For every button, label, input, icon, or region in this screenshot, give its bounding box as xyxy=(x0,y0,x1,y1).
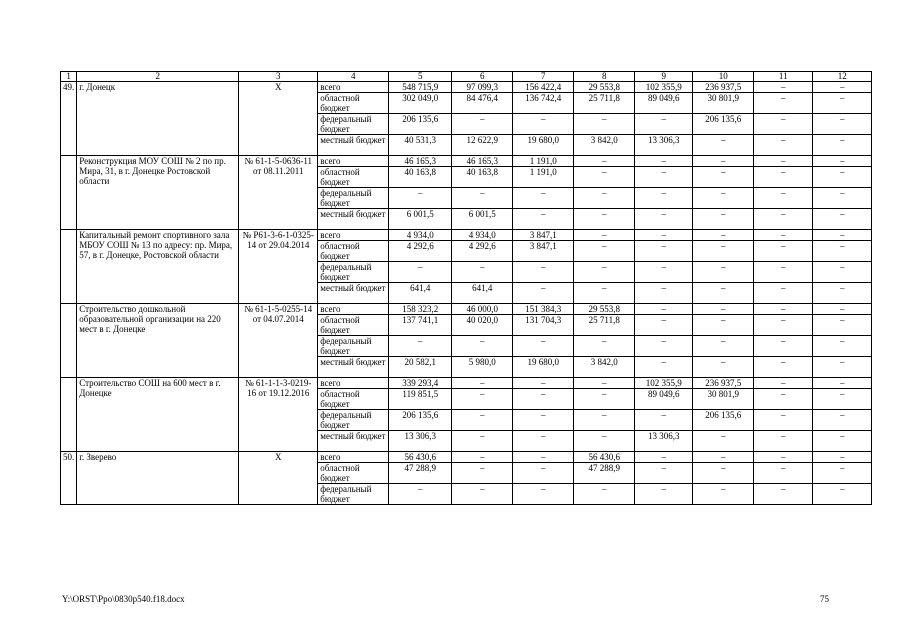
funding-source: федеральный бюджет xyxy=(318,188,389,209)
funding-source: федеральный бюджет xyxy=(318,336,389,357)
amount-cell: 40 163,8 xyxy=(389,167,452,188)
amount-cell: – xyxy=(574,230,635,241)
amount-cell: – xyxy=(635,156,693,167)
amount-cell: 40 020,0 xyxy=(452,315,513,336)
amount-cell: 25 711,8 xyxy=(574,315,635,336)
funding-source: областной бюджет xyxy=(318,241,389,262)
amount-cell: 30 801,9 xyxy=(693,93,754,114)
amount-cell: – xyxy=(693,431,754,452)
table-row xyxy=(61,304,872,315)
amount-cell: – xyxy=(574,156,635,167)
amount-cell: 156 422,4 xyxy=(513,82,574,93)
amount-cell: – xyxy=(693,135,754,156)
amount-cell: – xyxy=(389,336,452,357)
amount-cell: – xyxy=(574,431,635,452)
amount-cell: – xyxy=(635,262,693,283)
amount-cell: – xyxy=(754,336,813,357)
amount-cell: – xyxy=(693,262,754,283)
amount-cell: – xyxy=(693,484,754,505)
amount-cell: – xyxy=(693,357,754,378)
amount-cell: – xyxy=(754,389,813,410)
amount-cell: 137 741,1 xyxy=(389,315,452,336)
amount-cell: – xyxy=(754,357,813,378)
amount-cell: – xyxy=(513,262,574,283)
amount-cell: – xyxy=(754,209,813,230)
amount-cell: – xyxy=(693,452,754,463)
amount-cell: 641,4 xyxy=(389,283,452,304)
funding-source: областной бюджет xyxy=(318,315,389,336)
amount-cell: – xyxy=(513,463,574,484)
amount-cell: – xyxy=(574,209,635,230)
amount-cell: – xyxy=(452,262,513,283)
column-number: 5 xyxy=(389,72,452,82)
document-number: № Р61-3-6-1-0325-14 от 29.04.2014 xyxy=(239,230,318,304)
amount-cell: – xyxy=(635,283,693,304)
amount-cell: 46 165,3 xyxy=(389,156,452,167)
amount-cell: – xyxy=(693,167,754,188)
column-number: 11 xyxy=(754,72,813,82)
amount-cell: 89 049,6 xyxy=(635,389,693,410)
object-name: г. Донецк xyxy=(77,82,239,156)
funding-source: всего xyxy=(318,230,389,241)
amount-cell: – xyxy=(813,262,872,283)
column-number: 4 xyxy=(318,72,389,82)
amount-cell: – xyxy=(513,410,574,431)
amount-cell: – xyxy=(635,357,693,378)
amount-cell: 13 306,3 xyxy=(635,135,693,156)
amount-cell: 25 711,8 xyxy=(574,93,635,114)
funding-source: местный бюджет xyxy=(318,283,389,304)
amount-cell: – xyxy=(574,114,635,135)
amount-cell: 6 001,5 xyxy=(452,209,513,230)
object-name: Строительство дошкольной образовательной организации на 220 мест в г. Донецке xyxy=(77,304,239,378)
amount-cell: – xyxy=(635,484,693,505)
column-number: 2 xyxy=(77,72,239,82)
document-number: Х xyxy=(239,82,318,156)
amount-cell: – xyxy=(813,188,872,209)
amount-cell: – xyxy=(693,241,754,262)
row-number: 49. xyxy=(61,82,77,156)
amount-cell: – xyxy=(813,135,872,156)
amount-cell: – xyxy=(813,357,872,378)
amount-cell: – xyxy=(574,262,635,283)
amount-cell: 3 842,0 xyxy=(574,357,635,378)
amount-cell: – xyxy=(813,304,872,315)
amount-cell: 4 292,6 xyxy=(452,241,513,262)
amount-cell: – xyxy=(452,410,513,431)
amount-cell: 97 099,3 xyxy=(452,82,513,93)
amount-cell: – xyxy=(513,114,574,135)
amount-cell: 119 851,5 xyxy=(389,389,452,410)
funding-source: федеральный бюджет xyxy=(318,114,389,135)
amount-cell: – xyxy=(574,484,635,505)
funding-source: федеральный бюджет xyxy=(318,410,389,431)
amount-cell: 1 191,0 xyxy=(513,156,574,167)
amount-cell: – xyxy=(574,336,635,357)
column-number: 7 xyxy=(513,72,574,82)
row-number: 50. xyxy=(61,452,77,505)
object-name: г. Зверево xyxy=(77,452,239,505)
amount-cell: – xyxy=(635,167,693,188)
amount-cell: – xyxy=(513,484,574,505)
amount-cell: – xyxy=(693,336,754,357)
document-number: № 61-1-5-0255-14 от 04.07.2014 xyxy=(239,304,318,378)
amount-cell: 3 847,1 xyxy=(513,230,574,241)
amount-cell: 30 801,9 xyxy=(693,389,754,410)
amount-cell: – xyxy=(813,156,872,167)
amount-cell: – xyxy=(813,336,872,357)
amount-cell: – xyxy=(754,378,813,389)
amount-cell: – xyxy=(813,167,872,188)
object-name: Капитальный ремонт спортивного зала МБОУ СОШ № 13 по адресу: пр. Мира, 57, в г. Донецке, Ростовской области xyxy=(77,230,239,304)
amount-cell: – xyxy=(754,452,813,463)
amount-cell: – xyxy=(635,315,693,336)
amount-cell: – xyxy=(635,463,693,484)
amount-cell: – xyxy=(813,484,872,505)
amount-cell: 548 715,9 xyxy=(389,82,452,93)
row-number xyxy=(61,230,77,304)
amount-cell: 4 292,6 xyxy=(389,241,452,262)
amount-cell: – xyxy=(574,283,635,304)
funding-source: областной бюджет xyxy=(318,463,389,484)
amount-cell: – xyxy=(389,484,452,505)
amount-cell: 206 135,6 xyxy=(389,114,452,135)
table-row xyxy=(61,82,872,93)
amount-cell: – xyxy=(754,156,813,167)
table-row xyxy=(61,452,872,463)
amount-cell: – xyxy=(452,452,513,463)
amount-cell: – xyxy=(754,283,813,304)
file-path: Y:\ORST\Ppo\0830p540.f18.docx xyxy=(62,594,185,604)
amount-cell: 236 937,5 xyxy=(693,378,754,389)
funding-source: областной бюджет xyxy=(318,167,389,188)
column-number: 10 xyxy=(693,72,754,82)
amount-cell: – xyxy=(813,230,872,241)
amount-cell: – xyxy=(574,241,635,262)
amount-cell: 19 680,0 xyxy=(513,135,574,156)
amount-cell: 47 288,9 xyxy=(389,463,452,484)
amount-cell: – xyxy=(693,304,754,315)
funding-source: всего xyxy=(318,82,389,93)
amount-cell: 3 847,1 xyxy=(513,241,574,262)
amount-cell: 4 934,0 xyxy=(452,230,513,241)
amount-cell: – xyxy=(452,378,513,389)
amount-cell: – xyxy=(754,304,813,315)
amount-cell: – xyxy=(513,188,574,209)
amount-cell: – xyxy=(754,262,813,283)
funding-source: местный бюджет xyxy=(318,135,389,156)
amount-cell: – xyxy=(452,463,513,484)
funding-source: всего xyxy=(318,156,389,167)
amount-cell: 206 135,6 xyxy=(389,410,452,431)
amount-cell: 56 430,6 xyxy=(574,452,635,463)
amount-cell: – xyxy=(513,336,574,357)
amount-cell: 206 135,6 xyxy=(693,114,754,135)
amount-cell: – xyxy=(813,241,872,262)
amount-cell: – xyxy=(813,463,872,484)
amount-cell: – xyxy=(452,431,513,452)
column-number: 3 xyxy=(239,72,318,82)
funding-source: всего xyxy=(318,378,389,389)
amount-cell: – xyxy=(635,336,693,357)
column-number: 1 xyxy=(61,72,77,82)
amount-cell: 151 384,3 xyxy=(513,304,574,315)
amount-cell: 302 049,0 xyxy=(389,93,452,114)
amount-cell: – xyxy=(754,230,813,241)
amount-cell: – xyxy=(635,188,693,209)
funding-source: областной бюджет xyxy=(318,93,389,114)
amount-cell: – xyxy=(754,241,813,262)
amount-cell: – xyxy=(452,484,513,505)
funding-source: федеральный бюджет xyxy=(318,484,389,505)
amount-cell: – xyxy=(635,230,693,241)
amount-cell: – xyxy=(452,336,513,357)
amount-cell: 641,4 xyxy=(452,283,513,304)
amount-cell: 56 430,6 xyxy=(389,452,452,463)
amount-cell: – xyxy=(513,283,574,304)
amount-cell: 102 355,9 xyxy=(635,82,693,93)
funding-source: всего xyxy=(318,452,389,463)
amount-cell: 47 288,9 xyxy=(574,463,635,484)
document-number: Х xyxy=(239,452,318,505)
amount-cell: 12 622,9 xyxy=(452,135,513,156)
amount-cell: – xyxy=(635,114,693,135)
amount-cell: 46 165,3 xyxy=(452,156,513,167)
column-number: 9 xyxy=(635,72,693,82)
amount-cell: – xyxy=(513,452,574,463)
amount-cell: – xyxy=(754,93,813,114)
amount-cell: – xyxy=(813,410,872,431)
amount-cell: – xyxy=(754,484,813,505)
amount-cell: 131 704,3 xyxy=(513,315,574,336)
amount-cell: – xyxy=(754,463,813,484)
amount-cell: – xyxy=(574,378,635,389)
amount-cell: – xyxy=(754,431,813,452)
amount-cell: 1 191,0 xyxy=(513,167,574,188)
column-number: 12 xyxy=(813,72,872,82)
amount-cell: – xyxy=(754,135,813,156)
amount-cell: – xyxy=(635,304,693,315)
amount-cell: – xyxy=(813,82,872,93)
amount-cell: – xyxy=(693,188,754,209)
amount-cell: 158 323,2 xyxy=(389,304,452,315)
row-number xyxy=(61,156,77,230)
amount-cell: – xyxy=(513,431,574,452)
amount-cell: 102 355,9 xyxy=(635,378,693,389)
amount-cell: – xyxy=(635,241,693,262)
object-name: Строительство СОШ на 600 мест в г. Донецке xyxy=(77,378,239,452)
funding-source: местный бюджет xyxy=(318,357,389,378)
column-number-row xyxy=(61,72,872,82)
amount-cell: 19 680,0 xyxy=(513,357,574,378)
amount-cell: – xyxy=(754,410,813,431)
budget-table xyxy=(60,71,872,505)
amount-cell: – xyxy=(574,188,635,209)
amount-cell: – xyxy=(452,114,513,135)
funding-source: федеральный бюджет xyxy=(318,262,389,283)
amount-cell: – xyxy=(693,230,754,241)
amount-cell: 89 049,6 xyxy=(635,93,693,114)
amount-cell: – xyxy=(813,283,872,304)
amount-cell: 84 476,4 xyxy=(452,93,513,114)
amount-cell: – xyxy=(813,209,872,230)
amount-cell: – xyxy=(389,262,452,283)
funding-source: местный бюджет xyxy=(318,431,389,452)
amount-cell: – xyxy=(754,82,813,93)
amount-cell: 13 306,3 xyxy=(389,431,452,452)
table-row xyxy=(61,378,872,389)
amount-cell: – xyxy=(452,188,513,209)
amount-cell: – xyxy=(813,452,872,463)
table-row xyxy=(61,156,872,167)
document-number: № 61-1-1-3-0219-16 от 19.12.2016 xyxy=(239,378,318,452)
funding-source: местный бюджет xyxy=(318,209,389,230)
amount-cell: – xyxy=(635,209,693,230)
amount-cell: – xyxy=(635,452,693,463)
amount-cell: – xyxy=(693,283,754,304)
amount-cell: 6 001,5 xyxy=(389,209,452,230)
amount-cell: – xyxy=(754,167,813,188)
amount-cell: 40 163,8 xyxy=(452,167,513,188)
amount-cell: – xyxy=(574,410,635,431)
amount-cell: – xyxy=(813,389,872,410)
column-number: 6 xyxy=(452,72,513,82)
amount-cell: – xyxy=(513,209,574,230)
amount-cell: – xyxy=(574,389,635,410)
amount-cell: 206 135,6 xyxy=(693,410,754,431)
row-number xyxy=(61,378,77,452)
amount-cell: – xyxy=(813,93,872,114)
amount-cell: 20 582,1 xyxy=(389,357,452,378)
amount-cell: 46 000,0 xyxy=(452,304,513,315)
amount-cell: – xyxy=(513,389,574,410)
amount-cell: 13 306,3 xyxy=(635,431,693,452)
column-number: 8 xyxy=(574,72,635,82)
amount-cell: 236 937,5 xyxy=(693,82,754,93)
amount-cell: – xyxy=(693,209,754,230)
page-number: 75 xyxy=(820,594,829,604)
amount-cell: 136 742,4 xyxy=(513,93,574,114)
amount-cell: 29 553,8 xyxy=(574,304,635,315)
document-number: № 61-1-5-0636-11 от 08.11.2011 xyxy=(239,156,318,230)
amount-cell: – xyxy=(813,378,872,389)
amount-cell: – xyxy=(813,431,872,452)
amount-cell: – xyxy=(813,114,872,135)
amount-cell: – xyxy=(693,315,754,336)
amount-cell: – xyxy=(389,188,452,209)
amount-cell: 5 980,0 xyxy=(452,357,513,378)
amount-cell: – xyxy=(513,378,574,389)
amount-cell: – xyxy=(574,167,635,188)
amount-cell: – xyxy=(693,463,754,484)
table-row xyxy=(61,230,872,241)
row-number xyxy=(61,304,77,378)
amount-cell: – xyxy=(693,156,754,167)
amount-cell: – xyxy=(754,188,813,209)
amount-cell: 4 934,0 xyxy=(389,230,452,241)
amount-cell: 40 531,3 xyxy=(389,135,452,156)
amount-cell: – xyxy=(754,114,813,135)
funding-source: областной бюджет xyxy=(318,389,389,410)
amount-cell: – xyxy=(813,315,872,336)
amount-cell: 29 553,8 xyxy=(574,82,635,93)
object-name: Реконструкция МОУ СОШ № 2 по пр. Мира, 31, в г. Донецке Ростовской области xyxy=(77,156,239,230)
amount-cell: – xyxy=(635,410,693,431)
amount-cell: – xyxy=(452,389,513,410)
funding-source: всего xyxy=(318,304,389,315)
amount-cell: 339 293,4 xyxy=(389,378,452,389)
amount-cell: 3 842,0 xyxy=(574,135,635,156)
amount-cell: – xyxy=(754,315,813,336)
